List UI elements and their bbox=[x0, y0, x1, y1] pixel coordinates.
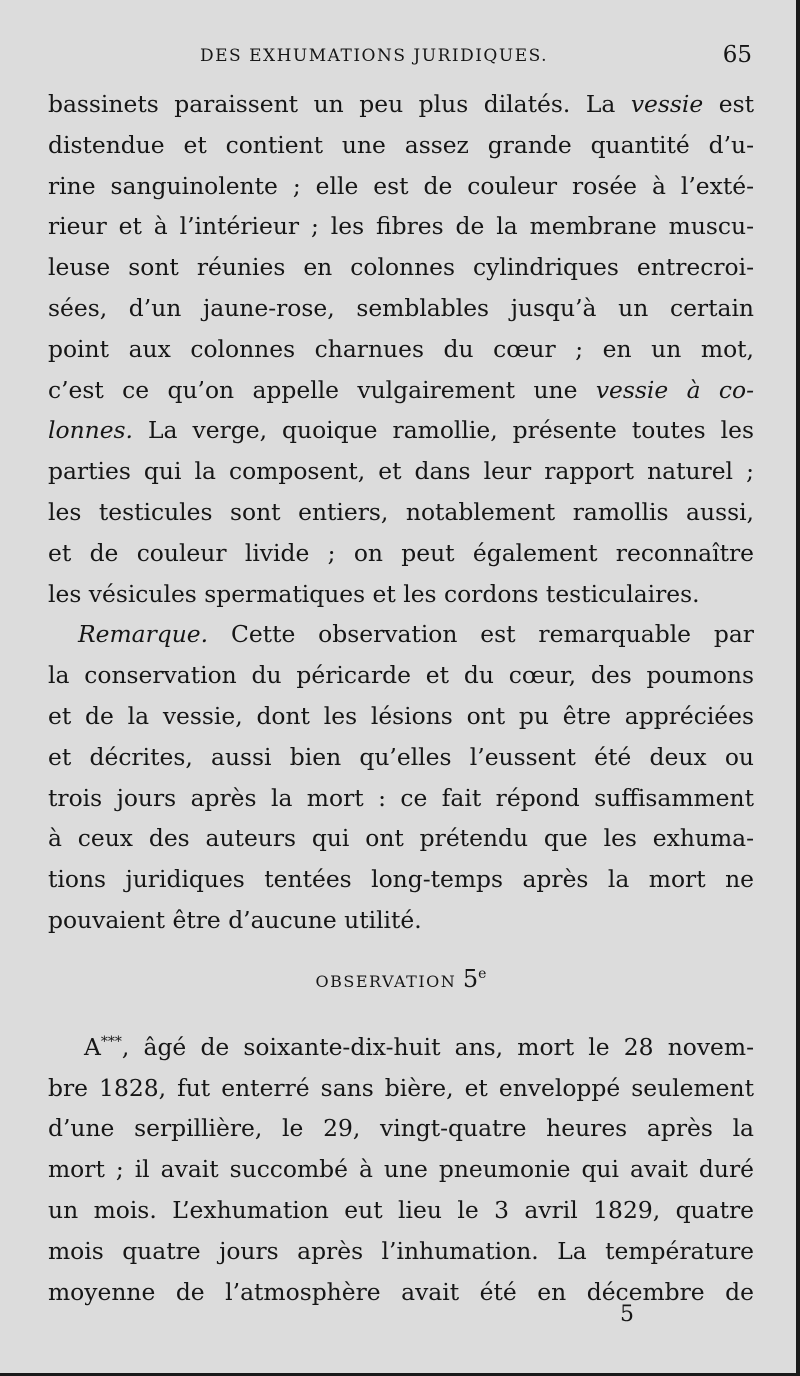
text-line: et de la vessie, dont les lésions ont pu être appréciées bbox=[48, 701, 754, 730]
text-line: distendue et contient une assez grande quantité d’u- bbox=[48, 130, 754, 159]
body-text bbox=[48, 84, 754, 1312]
text-line: lonnes. La verge, quoique ramollie, présente toutes les bbox=[48, 416, 754, 445]
text-line: à ceux des auteurs qui ont prétendu que les exhuma- bbox=[48, 824, 754, 853]
text-line: bassinets paraissent un peu plus dilatés. La vessie est bbox=[48, 90, 754, 118]
text-line: mort ; il avait succombé à une pneumonie qui avait duré bbox=[48, 1155, 754, 1184]
text-line: rieur et à l’intérieur ; les fibres de la membrane muscu- bbox=[48, 212, 754, 241]
text-line: d’une serpillière, le 29, vingt-quatre heures après la bbox=[48, 1114, 754, 1143]
text-line: tions juridiques tentées long-temps après la mort ne bbox=[48, 865, 754, 894]
signature-mark: 5 bbox=[620, 1302, 634, 1327]
text-line: parties qui la composent, et dans leur rapport naturel ; bbox=[48, 457, 754, 486]
page-header bbox=[48, 42, 752, 74]
text-line: moyenne de l’atmosphère avait été en décembre de bbox=[48, 1277, 754, 1306]
text-line: un mois. L’exhumation eut lieu le 3 avril 1829, quatre bbox=[48, 1195, 754, 1224]
text-line: sées, d’un jaune-rose, semblables jusqu’à un certain bbox=[48, 293, 754, 322]
text-line: A***, âgé de soixante-dix-huit ans, mort le 28 novem- bbox=[84, 1032, 754, 1061]
text-line: la conservation du péricarde et du cœur, des poumons bbox=[48, 661, 754, 690]
text-line: les vésicules spermatiques et les cordons testiculaires. bbox=[48, 579, 700, 608]
heading-label: OBSERVATION bbox=[315, 971, 457, 991]
text-line: et de couleur livide ; on peut également reconnaître bbox=[48, 538, 754, 567]
text-line: c’est ce qu’on appelle vulgairement une vessie à co- bbox=[48, 375, 754, 404]
text-line: leuse sont réunies en colonnes cylindriques entrecroi- bbox=[48, 253, 754, 282]
page-number: 65 bbox=[722, 42, 752, 68]
text-line: et décrites, aussi bien qu’elles l’eussent été deux ou bbox=[48, 742, 754, 771]
text-line: point aux colonnes charnues du cœur ; en un mot, bbox=[48, 334, 754, 363]
text-line: pouvaient être d’aucune utilité. bbox=[48, 905, 422, 934]
section-heading bbox=[48, 941, 754, 1013]
text-line: les testicules sont entiers, notablement ramollis aussi, bbox=[48, 497, 754, 526]
running-title: DES EXHUMATIONS JURIDIQUES. bbox=[200, 46, 549, 66]
text-line: Remarque. Cette observation est remarquable par bbox=[78, 620, 754, 649]
text-line: mois quatre jours après l’inhumation. La température bbox=[48, 1236, 754, 1265]
heading-number: 5e bbox=[462, 964, 487, 993]
text-line: rine sanguinolente ; elle est de couleur rosée à l’exté- bbox=[48, 171, 754, 200]
page-edge-right bbox=[796, 0, 800, 1376]
text-line: bre 1828, fut enterré sans bière, et enveloppé seulement bbox=[48, 1073, 754, 1102]
text-line: trois jours après la mort : ce fait répond suffisamment bbox=[48, 783, 754, 812]
